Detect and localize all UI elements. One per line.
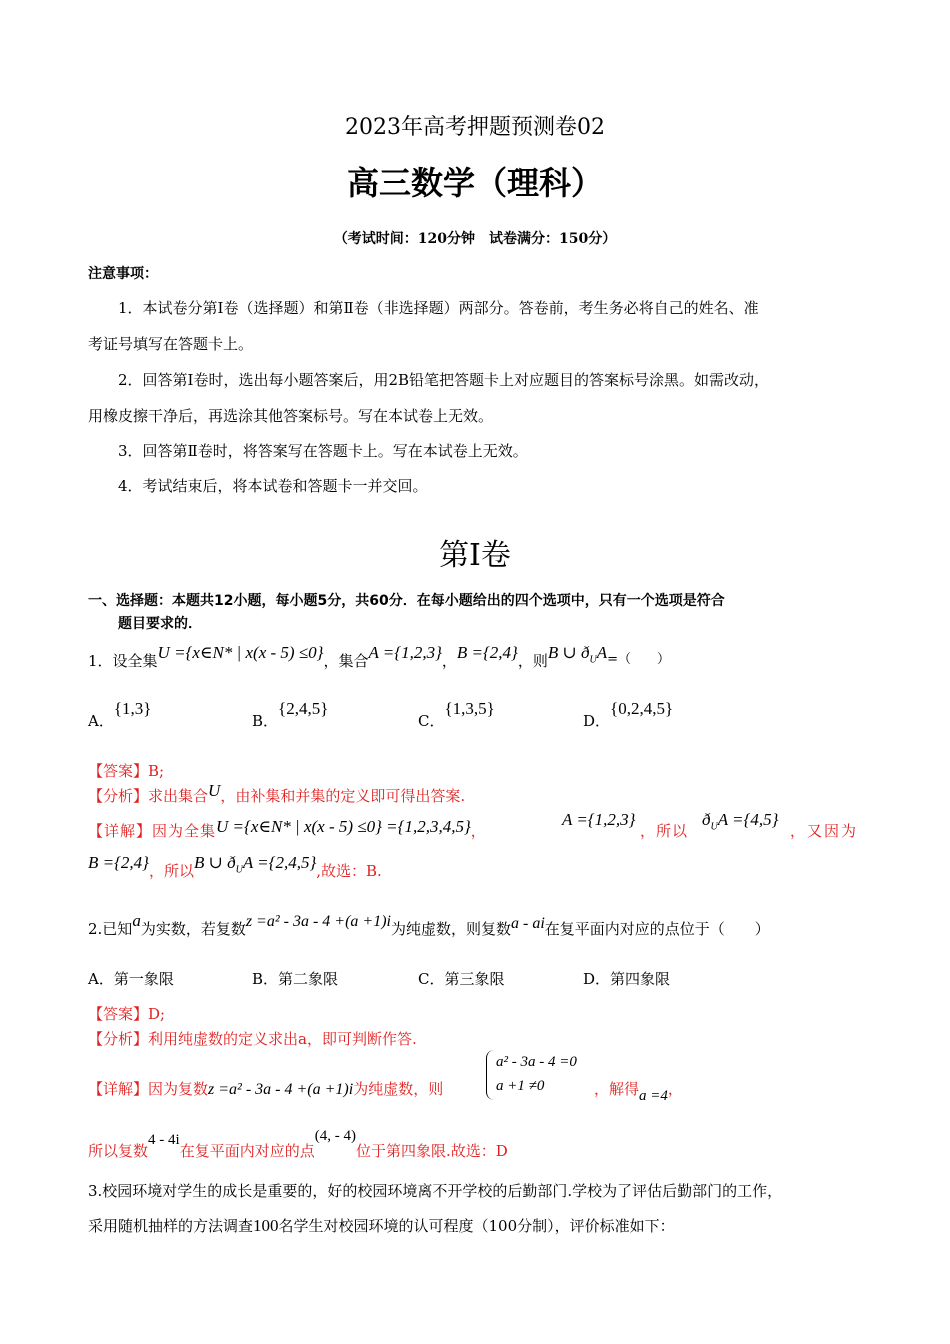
q1-set-u: U ={x∈N* | x(x - 5) ≤0} (157, 643, 324, 662)
part1-heading-line-1: 一、选择题：本题共12小题，每小题5分，共60分．在每小题给出的四个选项中，只有一个选项是符合 (88, 593, 725, 609)
exam-info: （考试时间：120分钟 试卷满分：150分） (333, 231, 617, 247)
q1-set-a: A ={1,2,3} (368, 643, 442, 662)
notice-item-2-line-2: 用橡皮擦干净后，再选涂其他答案标号。写在本试卷上无效。 (88, 407, 494, 425)
q2-option-a[interactable]: A．第一象限 (88, 970, 174, 988)
q1-set-b: B ={2,4} (456, 643, 518, 662)
q2-system-eq-2: a +1 ≠0 (496, 1078, 545, 1094)
q2-detail-line-2: 所以复数4 - 4i在复平面内对应的点(4, - 4)位于第四象限.故选：D (88, 1128, 508, 1160)
exam-subtitle: 高三数学（理科） (346, 164, 603, 202)
q1-answer: 【答案】B; (88, 762, 165, 780)
q3-stem-line-1: 3.校园环境对学生的成长是重要的，好的校园环境离不开学校的后勤部门.学校为了评估后勤部门的工作， (88, 1182, 783, 1200)
q1-detail-line-1: 【详解】因为全集U ={x∈N* | x(x - 5) ≤0} ={1,2,3,4,5}， (88, 817, 487, 840)
q1-detail-also: ，又因为 (790, 822, 859, 840)
q2-option-d[interactable]: D．第四象限 (583, 970, 671, 988)
q2-option-c[interactable]: C．第三象限 (418, 970, 505, 988)
notice-item-3: 3．回答第Ⅱ卷时，将答案写在答题卡上。写在本试卷上无效。 (118, 442, 528, 460)
q3-stem-line-2: 采用随机抽样的方法调查100名学生对校园环境的认可程度（100分制），评价标准如下： (88, 1216, 675, 1235)
q2-z-expression: z =a² - 3a - 4 +(a +1)i (245, 913, 391, 930)
q1-stem: 1．设全集U ={x∈N* | x(x - 5) ≤0}，集合A ={1,2,3}，B ={2,4}，则B ∪ $ð_UA=$（ ） (88, 643, 671, 670)
q2-answer: 【答案】D; (88, 1005, 166, 1023)
part1-heading-line-2: 题目要求的． (118, 616, 202, 632)
q1-detail-set-a: A ={1,2,3} (562, 810, 636, 829)
notice-item-2-line-1: 2．回答第Ⅰ卷时，选出每小题答案后，用2B铅笔把答题卡上对应题目的答案标号涂黑。如需改动， (118, 371, 770, 389)
q1-option-d[interactable]: D．{0,2,4,5} (583, 699, 674, 730)
exam-title: 2023年高考押题预测卷02 (345, 115, 605, 140)
q1-analysis: 【分析】求出集合U，由补集和并集的定义即可得出答案. (88, 781, 466, 805)
notice-item-4: 4．考试结束后，将本试卷和答题卡一并交回。 (118, 477, 428, 495)
q1-detail-complement: $ð_UA =\{4,5\}$ (702, 810, 779, 833)
section-title: 第Ⅰ卷 (439, 538, 511, 573)
q2-system-eq-1: a² - 3a - 4 =0 (496, 1054, 577, 1070)
notice-heading: 注意事项： (88, 266, 158, 282)
q2-option-b[interactable]: B．第二象限 (252, 970, 339, 988)
q1-option-c[interactable]: C．{1,3,5} (418, 699, 495, 730)
q1-detail-line-2: B ={2,4}，所以B ∪ $ð_UA =\{2,4,5\}$,故选：B. (88, 853, 382, 880)
q2-w-expression: a - ai (511, 915, 545, 932)
q1-option-b[interactable]: B．{2,4,5} (252, 699, 329, 730)
q2-detail-line-1: 【详解】因为复数z =a² - 3a - 4 +(a +1)i为纯虚数，则 (88, 1080, 444, 1098)
notice-item-1-line-2: 考证号填写在答题卡上。 (88, 335, 254, 353)
q2-stem: 2.已知a为实数，若复数z =a² - 3a - 4 +(a +1)i为纯虚数，则复数a - ai在复平面内对应的点位于（ ） (88, 911, 770, 938)
q1-expression: B ∪ $ð_UA$ (547, 643, 608, 666)
q2-analysis: 【分析】利用纯虚数的定义求出a，即可判断作答. (88, 1030, 417, 1048)
notice-item-1-line-1: 1．本试卷分第Ⅰ卷（选择题）和第Ⅱ卷（非选择题）两部分。答卷前，考生务必将自己的姓名、准 (118, 299, 759, 317)
q1-detail-so: ，所以 (640, 822, 689, 840)
q1-option-a[interactable]: A．{1,3} (88, 699, 152, 730)
q2-detail-solve: ，解得a =4， (594, 1080, 683, 1104)
